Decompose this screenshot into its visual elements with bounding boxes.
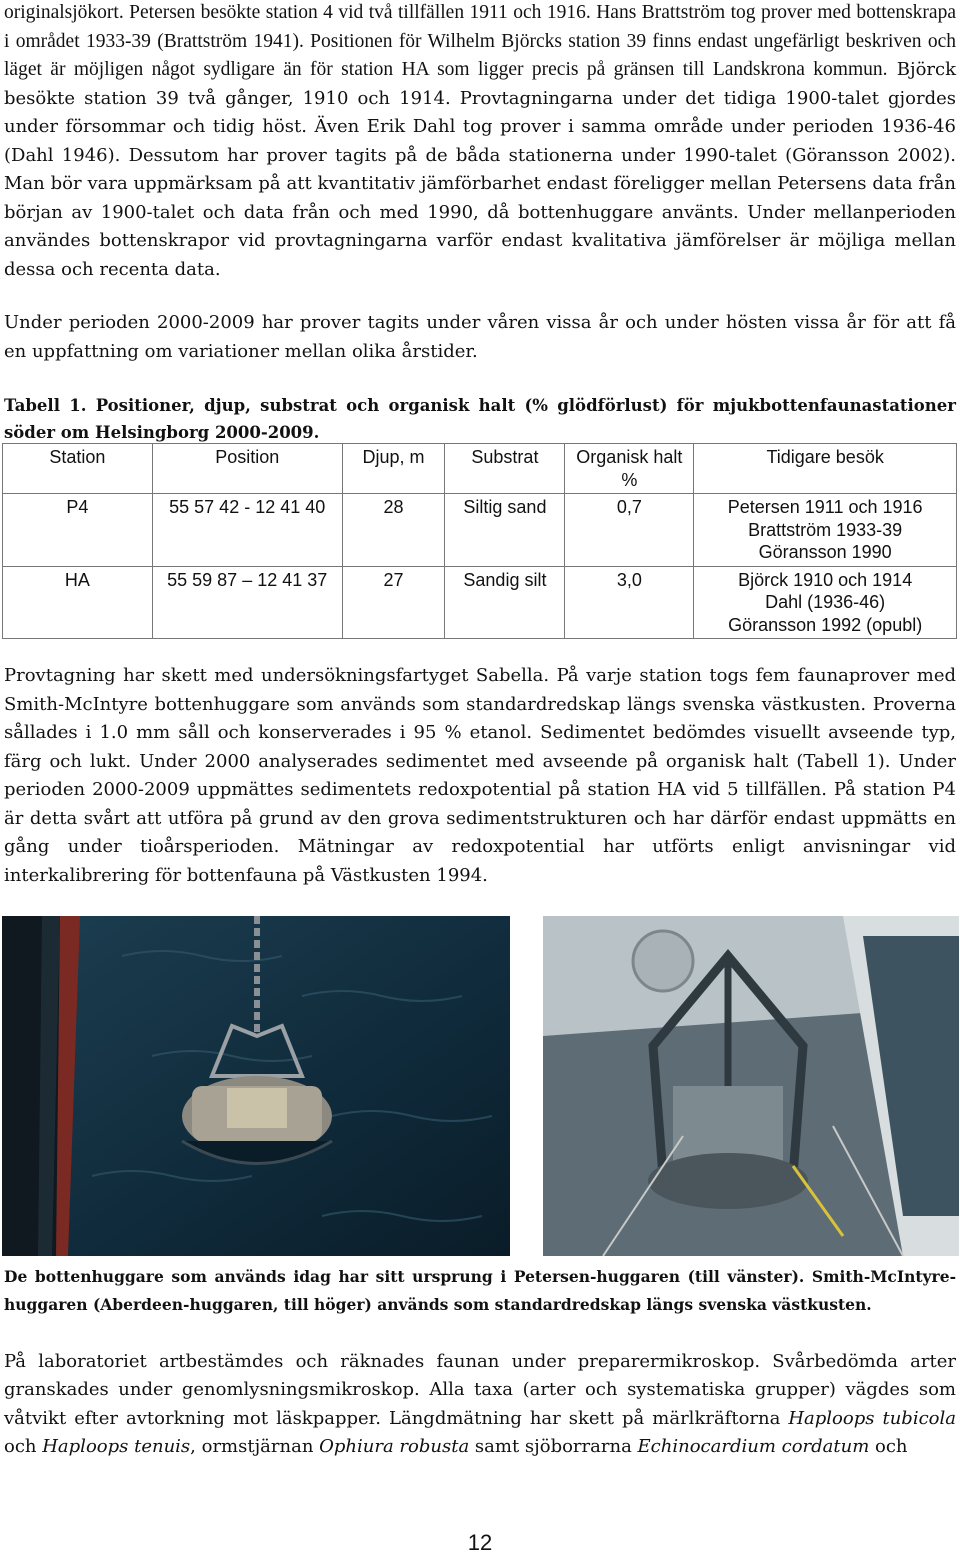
- table-row: [3, 566, 957, 639]
- visit-entry: Petersen 1911 och 1916: [727, 497, 923, 517]
- cell-depth: 28: [342, 494, 445, 567]
- cell-station: P4: [3, 494, 153, 567]
- cell-depth: 27: [342, 566, 445, 639]
- sampling-paragraph: Provtagning har skett med undersökningsfartyget Sabella. På varje station togs fem faunaprover med Smith-McIntyre bottenhuggare som används som standardredskap längs svenska västkusten. Proverna sållades i 1.0 mm såll och konserverades i 95 % etanol. Sedimentet bedömdes visuellt avseende typ, färg och lukt. Under 2000 analyserades sedimentet med avseende på organisk halt (Tabell 1). Under perioden 2000-2009 uppmättes sedimentets redoxpotential på station HA vid 5 tillfällen. På station P4 är detta svårt att utföra på grund av den grova sedimentstrukturen och har därför endast uppmätts en gång under tioårsperioden. Mätningar av redoxpotential har utförts enligt anvisningar vid interkalibrering för bottenfauna på Västkusten 1994.: [4, 665, 956, 886]
- visit-entry: Göransson 1990: [758, 542, 892, 562]
- intro-text-part2: Björck besökte station 39 två gånger, 1910 och 1914. Provtagningarna under det tidiga 1900-talet gjordes under försommar och tidig höst. Även Erik Dahl tog prover i samma område under perioden 1936-46 (Dahl 1946). Dessutom har prover tagits på de båda stationerna under 1990-talet (Göransson 2002). Man bör vara uppmärksam på att kvantitativ jämförbarhet endast föreligger mellan Petersens data från början av 1900-talet och data från och med 1990, då bottenhuggare använts. Under mellanperioden användes bottenskrapor vid provtagningarna varför endast kvalitativa jämförelser är möjliga mellan dessa och recenta data.: [4, 59, 956, 280]
- table-header-row: [3, 444, 957, 494]
- visit-entry: Björck 1910 och 1914: [738, 569, 913, 590]
- species-echinocardium-cordatum: Echinocardium cordatum: [637, 1435, 870, 1457]
- cell-visits: [694, 566, 957, 639]
- lab-text-part3: , ormstjärnan: [190, 1435, 320, 1457]
- header-position: Position: [152, 444, 342, 494]
- header-substrate: Substrat: [445, 444, 565, 494]
- cell-position: 55 57 42 - 12 41 40: [152, 494, 342, 567]
- lab-text-part5: och: [869, 1435, 908, 1457]
- cell-organic: 3,0: [565, 566, 694, 639]
- table-row: [3, 494, 957, 567]
- smith-mcintyre-grab-illustration: [543, 916, 959, 1256]
- stations-table: [2, 443, 957, 639]
- cell-visits: [694, 494, 957, 567]
- intro-paragraph: [4, 0, 956, 284]
- photo-caption: De bottenhuggare som används idag har sitt ursprung i Petersen-huggaren (till vänster). Smith-McIntyre-huggaren (Aberdeen-huggaren, till höger) används som standardredskap längs svenska västkusten.: [4, 1267, 956, 1314]
- seasons-paragraph: Under perioden 2000-2009 har prover tagits under våren vissa år och under hösten vissa år för att få en uppfattning om variationer mellan olika årstider.: [4, 312, 956, 362]
- lab-text-part1: På laboratoriet artbestämdes och räknades faunan under preparermikroskop. Svårbedömda arter granskades under genomlysningsmikroskop. Alla taxa (arter och systematiska grupper) vägdes som våtvikt efter avtorkning mot läskpapper. Längdmätning har skett på märlkräftorna: [4, 1351, 956, 1429]
- cell-station: HA: [3, 566, 153, 639]
- species-haploops-tubicola: Haploops tubicola: [788, 1407, 956, 1429]
- header-organic: Organisk halt %: [565, 444, 694, 494]
- cell-substrate: Siltig sand: [445, 494, 565, 567]
- cell-organic: 0,7: [565, 494, 694, 567]
- petersen-grab-illustration: [2, 916, 510, 1256]
- lab-text-part4: samt sjöborrarna: [469, 1435, 638, 1457]
- header-depth: Djup, m: [342, 444, 445, 494]
- smith-mcintyre-grab-photo: [543, 916, 959, 1256]
- species-ophiura-robusta: Ophiura robusta: [319, 1435, 470, 1457]
- page-number: 12: [467, 1530, 493, 1555]
- intro-text-part1: originalsjökort. Petersen besökte station 4 vid två tillfällen 1911 och 1916. Hans Brattström tog prover med bottenskrapa i området 1933-39 (Brattström 1941). Positionen för Wilhelm Björcks station 39 finns endast ungefärligt beskriven och läget är möjligen något sydligare än för station HA som ligger precis på gränsen till Landskrona kommun.: [4, 2, 956, 80]
- header-visits: Tidigare besök: [694, 444, 957, 494]
- visit-entry: Brattström 1933-39: [748, 519, 903, 540]
- lab-paragraph: [4, 1348, 956, 1461]
- header-station: Station: [3, 444, 153, 494]
- lab-text-part2: och: [4, 1435, 43, 1457]
- cell-substrate: Sandig silt: [445, 566, 565, 639]
- table-caption: Tabell 1. Positioner, djup, substrat och organisk halt (% glödförlust) för mjukbottenfaunastationer söder om Helsingborg 2000-2009.: [4, 396, 956, 442]
- species-haploops-tenuis: Haploops tenuis: [42, 1435, 191, 1457]
- visit-entry: Dahl (1936-46): [765, 592, 886, 612]
- cell-position: 55 59 87 – 12 41 37: [152, 566, 342, 639]
- petersen-grab-photo: [2, 916, 510, 1256]
- visit-entry: Göransson 1992 (opubl): [728, 614, 923, 635]
